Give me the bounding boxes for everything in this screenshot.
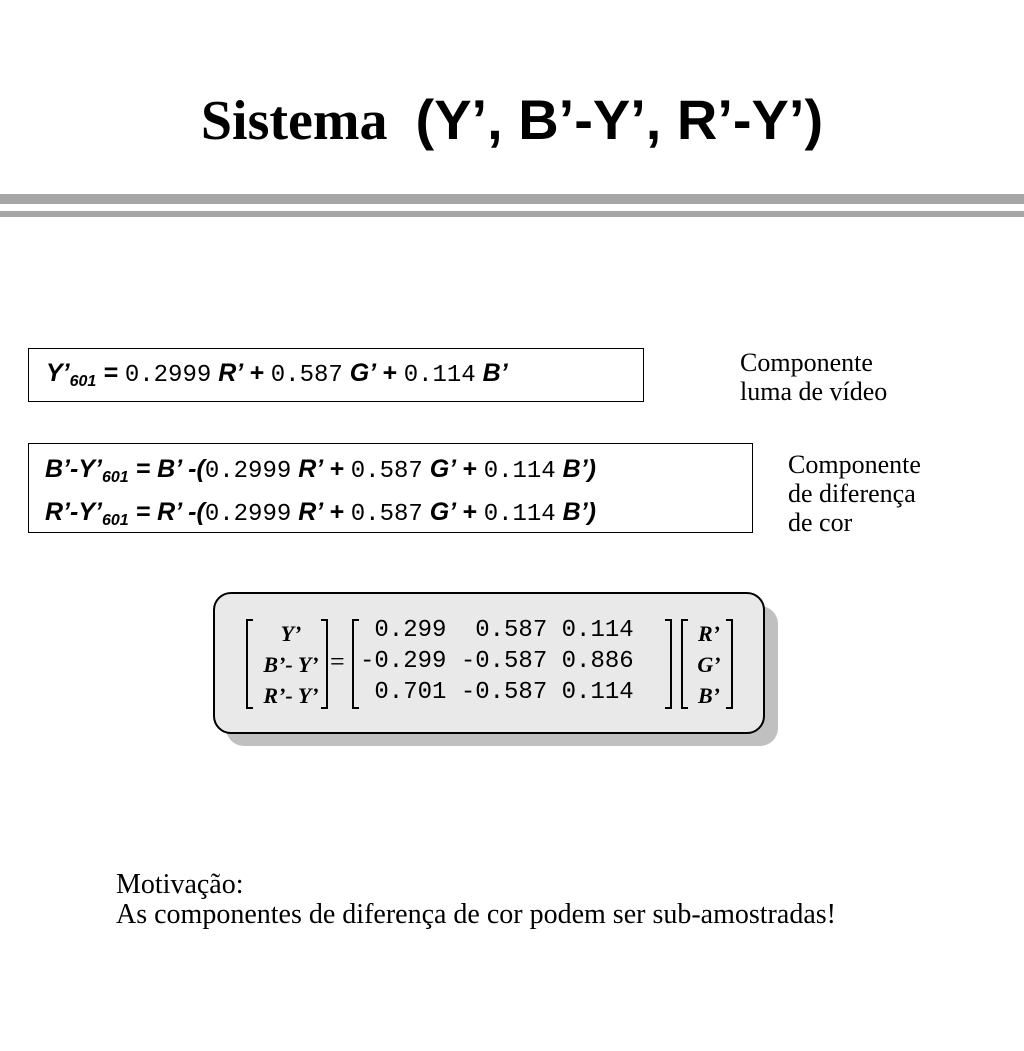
right-vector-entry: G’ [697,652,721,677]
luma-note-line: Componente [740,348,873,377]
left-vector-entry: Y’ [280,621,302,646]
left-vector-entry: R’- Y’ [263,683,319,708]
eq-coef-g: 0.587 [350,501,423,528]
luma-var-r: R’ + [211,359,271,387]
luma-coef-b: 0.114 [403,362,476,389]
matrix-panel [213,592,765,734]
left-vector-bracket-close [321,619,328,709]
left-vector [253,618,329,711]
eq-coef-r: 0.2999 [204,501,292,528]
luma-subscript: 601 [69,373,97,390]
matrix-row: 0.701 -0.587 0.114 [360,679,634,706]
eq-lhs: B’-Y’ [45,455,102,483]
eq-var-b: B’) [555,498,596,526]
matrix-row: -0.299 -0.587 0.886 [360,648,634,675]
luma-coef-r: 0.2999 [124,362,212,389]
eq-coef-r: 0.2999 [204,458,292,485]
eq-var-r: R’ + [291,455,351,483]
eq-coef-b: 0.114 [483,501,556,528]
matrix-bracket-open [352,619,359,709]
right-vector [689,618,729,711]
left-vector-entry: B’- Y’ [263,652,319,677]
eq-subscript: 601 [101,469,129,486]
eq-var-g: G’ + [422,455,484,483]
title-paren: (Y’, B’-Y’, R’-Y’) [415,88,824,151]
eq-coef-b: 0.114 [483,458,556,485]
luma-equals: = [96,359,125,387]
matrix-equals: = [330,647,345,676]
color-diff-note-line: de cor [788,508,853,537]
color-diff-equation-b [45,452,752,495]
motivation-text: As componentes de diferença de cor podem ser sub-amostradas! [116,899,836,930]
luma-var-b: B’ [475,359,508,387]
title-main: Sistema [200,90,388,152]
page-title [0,88,1024,153]
title-rule-thin [0,211,1024,217]
eq-subscript: 601 [101,512,129,529]
eq-var-r: R’ + [291,498,351,526]
color-diff-equation-box [28,443,753,533]
right-vector-bracket-close [726,619,733,709]
eq-lhs: R’-Y’ [45,498,102,526]
eq-var-g: G’ + [422,498,484,526]
right-vector-bracket-open [681,619,688,709]
color-diff-note [788,450,921,537]
eq-prefix: = R’ -( [128,498,205,526]
eq-prefix: = B’ -( [128,455,205,483]
color-diff-equation-r [45,495,752,538]
luma-lhs: Y’ [46,359,70,387]
luma-note [740,348,887,406]
eq-var-b: B’) [555,455,596,483]
luma-equation-box [28,348,644,402]
color-diff-note-line: de diferença [788,479,916,508]
motivation [116,870,836,930]
matrix-row: 0.299 0.587 0.114 [360,617,634,644]
luma-var-g: G’ + [342,359,404,387]
eq-coef-g: 0.587 [350,458,423,485]
color-diff-note-line: Componente [788,450,921,479]
matrix-bracket-close [665,619,672,709]
left-vector-bracket-open [246,619,253,709]
luma-note-line: luma de vídeo [740,377,888,406]
right-vector-entry: B’ [698,683,720,708]
luma-coef-g: 0.587 [270,362,343,389]
title-rule-thick [0,194,1024,204]
right-vector-entry: R’ [698,621,720,646]
motivation-label: Motivação: [116,869,244,900]
